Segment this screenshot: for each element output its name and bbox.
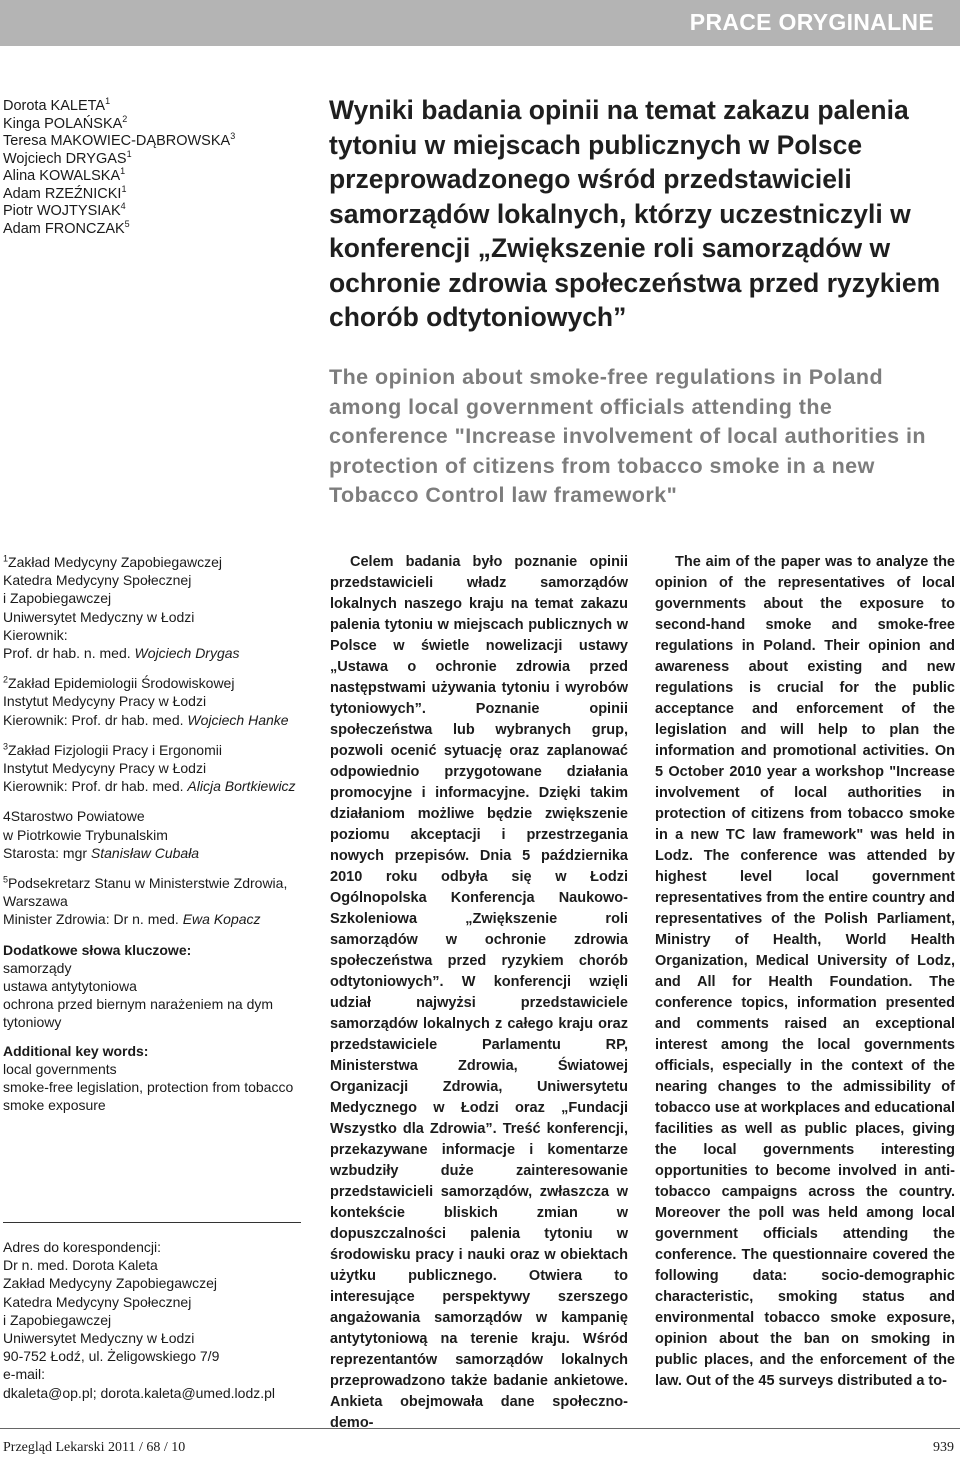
affiliation-4: 4Starostwo Powiatowe w Piotrkowie Trybunalskim Starosta: mgr Stanisław Cubała [3,808,200,861]
affiliation-1: $^1$Zakład Medycyny Zapobiegawczej Katedra Medycyny Społecznej i Zapobiegawczej Uniwersytet Medyczny w Łodzi Kierownik: Prof. dr hab. n. med. Wojciech Drygas [3,553,240,662]
journal-citation: Przegląd Lekarski 2011 / 68 / 10 [3,1440,186,1455]
title-polish: Wyniki badania opinii na temat zakazu palenia tytoniu w miejscach publicznych w Polsce przeprowadzonego wśród przedstawicieli samorządów lokalnych, którzy uczestniczyli w konferencji „Zwiększenie roli samorządów w ochronie zdrowia społeczeństwa przed ryzykiem chorób odtytoniowych” [329,95,941,332]
author: Wojciech DRYGAS$^1$ [3,148,132,167]
author: Piotr WOJTYSIAK$^4$ [3,201,126,219]
keyword: tytoniowy [3,1014,62,1031]
contact-divider [3,1222,301,1223]
keyword: ochrona przed biernym narażeniem na dym [3,996,274,1013]
author: Adam FRONCZAK$^5$ [3,218,130,237]
keyword: smoke exposure [3,1097,106,1114]
keyword: ustawa antytytoniowa [3,978,137,995]
author: Alina KOWALSKA$^1$ [3,166,126,184]
keyword: samorządy [3,959,72,976]
keywords-english-heading: Additional key words: [3,1042,149,1059]
affiliations [3,553,313,1114]
page-number: 939 [933,1440,954,1455]
author: Kinga POLAŃSKA$^2$ [3,113,128,132]
affiliation-3: $^3$Zakład Fizjologii Pracy i Ergonomii Instytut Medycyny Pracy w Łodzi Kierownik: Prof. dr hab. med. Alicja Bortkiewicz [3,741,296,795]
author: Adam RZEŹNICKI$^1$ [3,183,127,202]
keyword: smoke-free legislation, protection from tobacco [3,1079,294,1096]
affiliation-5: $^5$Podsekretarz Stanu w Ministerstwie Zdrowia, Warszawa Minister Zdrowia: Dr n. med. Ewa Kopacz [3,874,288,928]
affiliation-2: $^2$Zakład Epidemiologii Środowiskowej Instytut Medycyny Pracy w Łodzi Kierownik: Prof. dr hab. med. Wojciech Hanke [3,674,289,728]
author: Teresa MAKOWIEC-DĄBROWSKA$^3$ [3,131,236,149]
author: Dorota KALETA$^1$ [3,96,111,114]
keywords-polish-heading: Dodatkowe słowa kluczowe: [3,941,192,958]
keywords-polish [3,941,313,1032]
abstract-english: The aim of the paper was to analyze the opinion of the representatives of local governments about the exposure to second-hand smoke and smoke-free regulations in Poland. Their opinion and awareness about existing and new regulations is crucial for the public acceptance and enforcement of the legislation and will help to plan the information and promotional activities. On 5 October 2010 year a workshop "Increase involvement of local authorities in protection of citizens from tobacco smoke in a new TC law framework" was held in Lodz. The conference was attended by highest level local government representatives from the entire country and representatives of the Polish Parliament, Ministry of Health, World Health Organization, Medical University of Lodz, and All for Health Foundation. The conference topics, information presented and comments raised an exceptional interest among the local governments officials, especially in the context of the nearing changes to the admissibility of tobacco use at workplaces and educational facilities as well as public places, giving the local governments interesting opportunities to become involved in anti-tobacco campaigns across the country. Moreover the poll was held among local government officials attending the conference. The questionnaire covered the following data: socio-demographic characteristic, smoking status and environmental tobacco smoke exposure, opinion about the ban on smoking in public places, and the enforcement of the law. Out of the 45 surveys distributed a to- [655,554,955,1389]
section-header-bar [0,0,960,46]
keywords-english [3,1042,313,1115]
abstract-polish: Celem badania było poznanie opinii przedstawicieli władz samorządów lokalnych naszego kraju na temat zakazu palenia tytoniu w miejscach publicznych w Polsce w świetle nowelizacji ustawy „Ustawa o ochronie zdrowia przed następstwami używania tytoniu i wyrobów tytoniowych”. Poznanie opinii społeczeństwa lub wybranych grup, pozwoli ocenić sytuację oraz zaplanować odpowiednio przygotowane działania promocyjne i informacyjne. Dzięki takim działaniom możliwe będzie zwiększenie poziomu akceptacji i przestrzegania nowych przepisów. Dnia 5 października 2010 roku odbyła się w Łodzi Ogólnopolska Konferencja Naukowo-Szkoleniowa „Zwiększenie roli samorządów w ochronie zdrowia społeczeństwa przed ryzykiem chorób odtytoniowych”. W konferencji wzięli udział najwyżsi przedstawiciele samorządów lokalnych z całego kraju oraz przedstawiciele Parlamentu RP, Ministerstwa Zdrowia, Światowej Organizacji Zdrowia, Uniwersytetu Medycznego w Łodzi oraz „Fundacji Wszystko dla Zdrowia”. Treść konferencji, przekazywane informacje i komentarze wzbudziły duże zainteresowanie przedstawicieli samorządów, zwłaszcza w kontekście bliskich zmian w dopuszczalności palenia tytoniu w środowisku pracy i nauki oraz w obiektach użytku publicznego. Otwiera to interesujące perspektywy szerszego angażowania samorządów w kampanię antytytoniową na terenie kraju. Wśród reprezentantów samorządów lokalnych przeprowadzono także badanie ankietowe. Ankieta obejmowała dane społeczno-demo- [330,554,628,1431]
correspondence-address: Adres do korespondencji: Dr n. med. Dorota Kaleta Zakład Medycyny Zapobiegawczej Katedra Medycyny Społecznej i Zapobiegawczej Uniwersytet Medyczny w Łodzi 90-752 Łodź, ul. Żeligowskiego 7/9 e-mail: dkaleta@op.pl; dorota.kaleta@umed.lodz.pl [3,1238,313,1402]
email-addresses: dkaleta@op.pl; dorota.kaleta@umed.lodz.pl [3,1384,276,1401]
keyword: local governments [3,1060,117,1077]
author-list [3,98,303,238]
footer-divider [0,1428,960,1429]
title-english: The opinion about smoke-free regulations in Poland among local government officials attending the conference "Increase involvement of local authorities in protection of citizens from tobacco smoke in a new Tobacco Control law framework" [329,365,926,507]
section-label: PRACE ORYGINALNE [689,9,934,35]
